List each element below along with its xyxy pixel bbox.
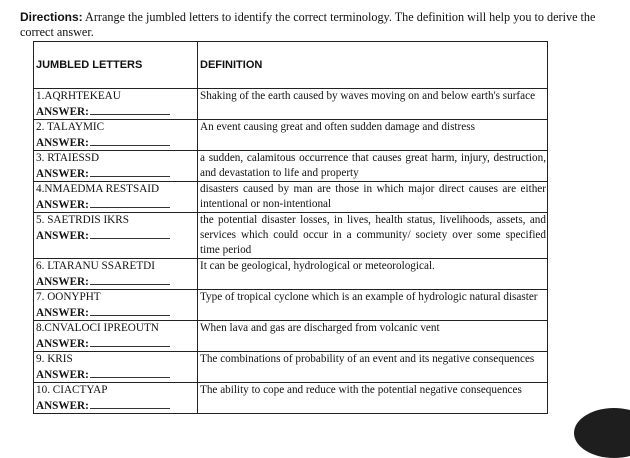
answer-blank[interactable] — [90, 305, 170, 316]
jumbled-word: 9. KRIS — [36, 353, 73, 365]
table-row — [34, 213, 548, 259]
answer-label: ANSWER: — [36, 276, 89, 288]
table-header-row — [34, 42, 548, 89]
answer-blank[interactable] — [90, 104, 170, 115]
table-row — [34, 120, 548, 151]
answer-blank[interactable] — [90, 398, 170, 409]
definition-cell: disasters caused by man are those in which major direct causes are either intentional or non-intentional — [198, 182, 548, 213]
answer-field[interactable] — [36, 197, 196, 212]
jumbled-cell — [34, 259, 198, 290]
jumbled-word: 7. OONYPHT — [36, 291, 101, 303]
answer-label: ANSWER: — [36, 400, 89, 412]
definition-cell: The ability to cope and reduce with the potential negative consequences — [198, 383, 548, 414]
definition-cell: The combinations of probability of an event and its negative consequences — [198, 352, 548, 383]
answer-field[interactable] — [36, 274, 196, 289]
answer-label: ANSWER: — [36, 338, 89, 350]
definition-cell: the potential disaster losses, in lives, health status, livelihoods, assets, and services which could occur in a community/ society over some specified time period — [198, 213, 548, 259]
jumbled-word: 4.NMAEDMA RESTSAID — [36, 183, 160, 195]
table-row — [34, 383, 548, 414]
jumbled-cell — [34, 151, 198, 182]
answer-field[interactable] — [36, 305, 196, 320]
jumbled-cell — [34, 213, 198, 259]
jumbled-cell — [34, 383, 198, 414]
jumbled-word: 3. RTAIESSD — [36, 152, 100, 164]
directions-text: Arrange the jumbled letters to identify the correct terminology. The definition will help you to derive the correct answer. — [20, 10, 596, 39]
answer-blank[interactable] — [90, 274, 170, 285]
answer-blank[interactable] — [90, 228, 170, 239]
table-row — [34, 89, 548, 120]
table-row — [34, 352, 548, 383]
table-row — [34, 321, 548, 352]
jumbled-cell — [34, 120, 198, 151]
answer-blank[interactable] — [90, 166, 170, 177]
header-definition: DEFINITION — [198, 42, 548, 89]
answer-label: ANSWER: — [36, 230, 89, 242]
directions-label: Directions: — [20, 10, 83, 24]
definition-cell: Type of tropical cyclone which is an example of hydrologic natural disaster — [198, 290, 548, 321]
answer-label: ANSWER: — [36, 369, 89, 381]
answer-blank[interactable] — [90, 367, 170, 378]
answer-field[interactable] — [36, 135, 196, 150]
answer-field[interactable] — [36, 336, 196, 351]
jumbled-cell — [34, 290, 198, 321]
definition-cell: a sudden, calamitous occurrence that causes great harm, injury, destruction, and devastation to life and property — [198, 151, 548, 182]
directions — [20, 10, 620, 40]
jumbled-word: 6. LTARANU SSARETDI — [36, 260, 155, 272]
table-row — [34, 290, 548, 321]
answer-field[interactable] — [36, 166, 196, 181]
jumbled-word: 10. CIACTYAP — [36, 384, 108, 396]
answer-label: ANSWER: — [36, 199, 89, 211]
definition-cell: It can be geological, hydrological or meteorological. — [198, 259, 548, 290]
definition-cell: When lava and gas are discharged from volcanic vent — [198, 321, 548, 352]
answer-label: ANSWER: — [36, 307, 89, 319]
jumbled-word: 8.CNVALOCI IPREOUTN — [36, 322, 159, 334]
answer-field[interactable] — [36, 398, 196, 413]
jumbled-cell — [34, 352, 198, 383]
answer-label: ANSWER: — [36, 168, 89, 180]
corner-shape — [574, 408, 630, 458]
definition-cell: An event causing great and often sudden damage and distress — [198, 120, 548, 151]
table-row — [34, 151, 548, 182]
terminology-table — [33, 41, 548, 414]
answer-blank[interactable] — [90, 135, 170, 146]
jumbled-word: 2. TALAYMIC — [36, 121, 105, 133]
jumbled-word: 5. SAETRDIS IKRS — [36, 214, 129, 226]
jumbled-word: 1.AQRHTEKEAU — [36, 90, 121, 102]
table-row — [34, 182, 548, 213]
definition-cell: Shaking of the earth caused by waves moving on and below earth's surface — [198, 89, 548, 120]
answer-field[interactable] — [36, 228, 196, 243]
jumbled-cell — [34, 89, 198, 120]
answer-blank[interactable] — [90, 336, 170, 347]
jumbled-cell — [34, 321, 198, 352]
answer-blank[interactable] — [90, 197, 170, 208]
answer-label: ANSWER: — [36, 106, 89, 118]
answer-field[interactable] — [36, 104, 196, 119]
answer-field[interactable] — [36, 367, 196, 382]
header-jumbled-letters: JUMBLED LETTERS — [34, 42, 198, 89]
table-row — [34, 259, 548, 290]
jumbled-cell — [34, 182, 198, 213]
answer-label: ANSWER: — [36, 137, 89, 149]
